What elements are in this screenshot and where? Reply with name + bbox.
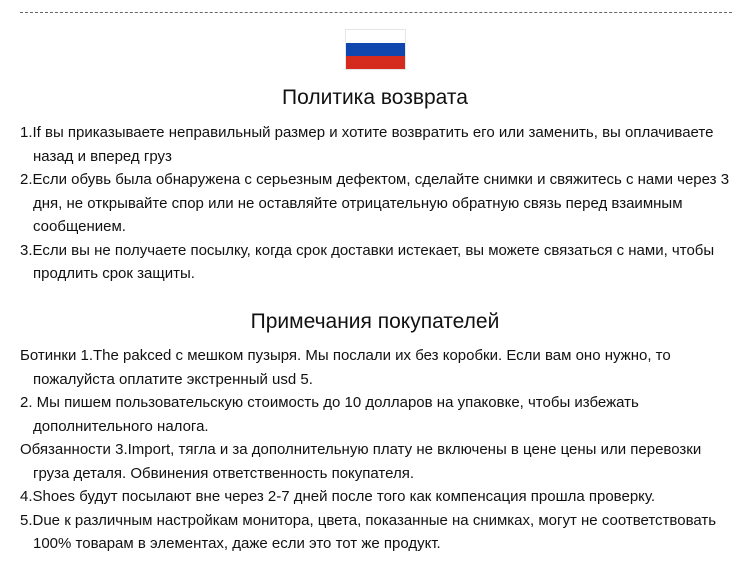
- buyer-notes-title: Примечания покупателей: [250, 310, 500, 333]
- buyer-note-item: 4.Shoes будут посылают вне через 2-7 дней после того как компенсация прошла проверку.: [20, 488, 656, 505]
- buyer-note-item: 5.Due к различным настройкам монитора, цвета, показанные на снимках, могут не соответствовать 100% товарам в элементах, даже если это тот же продукт.: [20, 511, 717, 552]
- return-policy-item: 2.Если обувь была обнаружена с серьезным дефектом, сделайте снимки и свяжитесь с нами через 3 дня, не открывайте спор или не оставляйте отрицательную обратную связь перед взаимным сообщением.: [20, 171, 730, 235]
- return-policy-item: 3.Если вы не получаете посылку, когда срок доставки истекает, вы можете связаться с нами, чтобы продлить срок защиты.: [20, 241, 715, 282]
- return-policy-list: [20, 121, 735, 286]
- buyer-notes-list: [20, 344, 735, 556]
- return-policy-item: 1.If вы приказываете неправильный размер и хотите возвратить его или заменить, вы оплачиваете назад и вперед груз: [20, 124, 714, 165]
- russian-flag-icon: [346, 30, 405, 69]
- return-policy-title: Политика возврата: [282, 86, 468, 109]
- flag-red-stripe: [346, 56, 405, 69]
- flag-blue-stripe: [346, 43, 405, 56]
- buyer-note-item: 2. Мы пишем пользовательскую стоимость до 10 долларов на упаковке, чтобы избежать дополнительного налога.: [20, 394, 639, 435]
- buyer-note-item: Ботинки 1.The pakced с мешком пузыря. Мы послали их без коробки. Если вам оно нужно, то пожалуйста оплатите экстренный usd 5.: [20, 347, 671, 388]
- buyer-note-item: Обязанности 3.Import, тягла и за дополнительную плату не включены в цене цены или перевозки груза деталя. Обвинения ответственность покупателя.: [20, 441, 702, 482]
- flag-white-stripe: [346, 30, 405, 43]
- dashed-divider: [20, 12, 732, 13]
